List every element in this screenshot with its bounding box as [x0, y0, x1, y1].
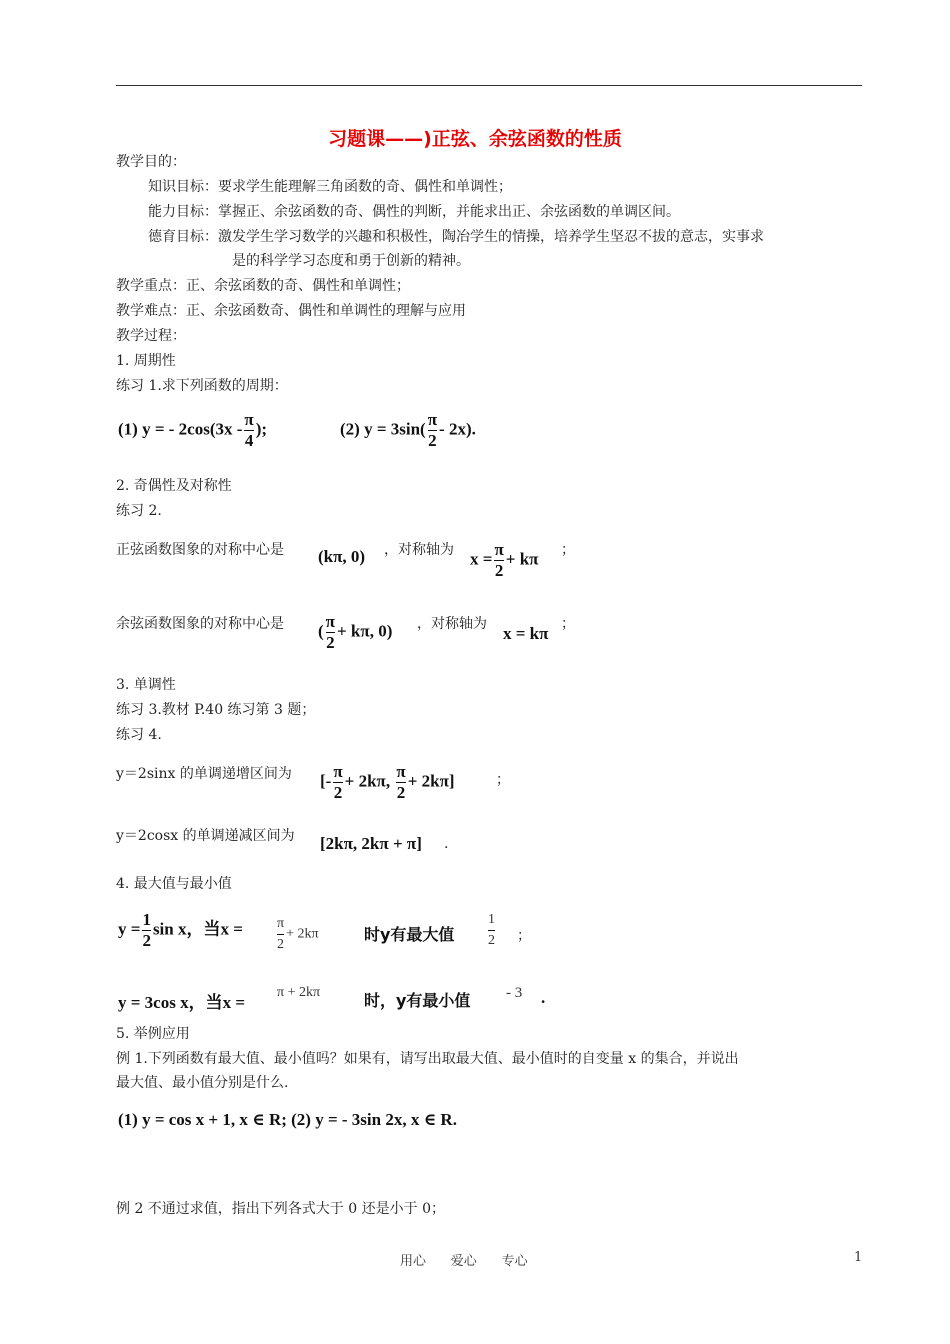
increasing-label: y＝2sinx 的单调递增区间为	[116, 766, 292, 782]
cosine-center-formula: ( $\frac{\pi}{2}$ + kπ, 0)	[318, 612, 393, 652]
exercise-1-formula-b: (2) y = 3sin( $\frac{\pi}{2}$ - 2x).	[340, 410, 476, 450]
example-2: 例 2 不通过求值，指出下列各式大于 0 还是小于 0；	[116, 1201, 445, 1217]
min-formula: y = 3cos x，当x =	[118, 993, 246, 1012]
max-semicolon: ；	[517, 928, 531, 944]
max-at-value: $\frac{\pi}{2}$ + 2kπ	[277, 916, 319, 952]
min-period: .	[541, 988, 546, 1007]
example-1-line1: 例 1.下列函数有最大值、最小值吗？如果有，请写出取最大值、最小值时的自变量 x 的集合，并说出	[116, 1051, 739, 1067]
exercise-4-heading: 练习 4.	[116, 727, 162, 743]
footer-motto: 用心 爱心 专心	[400, 1254, 528, 1269]
sine-center-formula: (kπ, 0)	[318, 547, 366, 566]
moral-objective-line1: 德育目标：激发学生学习数学的兴趣和积极性，陶冶学生的情操，培养学生坚忍不拔的意志，实事求	[148, 229, 764, 245]
section-parity: 2. 奇偶性及对称性	[116, 478, 232, 494]
teaching-difficulty: 教学难点：正、余弦函数奇、偶性和单调性的理解与应用	[116, 303, 466, 319]
sine-semicolon: ；	[561, 542, 575, 558]
teaching-focus: 教学重点：正、余弦函数的奇、偶性和单调性；	[116, 278, 410, 294]
knowledge-objective: 知识目标：要求学生能理解三角函数的奇、偶性和单调性；	[148, 179, 512, 195]
page-title: 习题课——)正弦、余弦函数的性质	[328, 128, 622, 150]
increasing-semicolon: ；	[496, 772, 510, 788]
exercise-3: 练习 3.教材 P.40 练习第 3 题；	[116, 702, 316, 718]
min-at-value: π + 2kπ	[277, 985, 321, 1000]
section-extrema: 4. 最大值与最小值	[116, 876, 232, 892]
page-number: 1	[854, 1250, 863, 1265]
cosine-semicolon: ；	[561, 616, 575, 632]
exercise-2-heading: 练习 2.	[116, 503, 162, 519]
cosine-center-label: 余弦函数图象的对称中心是	[116, 616, 284, 632]
header-rule	[116, 85, 862, 86]
example-1-line2: 最大值、最小值分别是什么.	[116, 1075, 289, 1091]
section-monotonicity: 3. 单调性	[116, 677, 176, 693]
exercise-1-heading: 练习 1.求下列函数的周期：	[116, 378, 288, 394]
min-when-label: 时，y有最小值	[364, 991, 471, 1010]
max-formula: y = $\frac{1}{2}$ sin x，当x =	[118, 910, 243, 950]
example-1-formulas: (1) y = cos x + 1, x ∈ R; (2) y = - 3sin 2x, x ∈ R.	[118, 1110, 457, 1129]
section-periodicity: 1. 周期性	[116, 353, 176, 369]
sine-center-label: 正弦函数图象的对称中心是	[116, 542, 284, 558]
teaching-process: 教学过程：	[116, 328, 186, 344]
sine-axis-label: ，对称轴为	[384, 542, 454, 558]
max-when-label: 时y有最大值	[364, 925, 455, 944]
cosine-axis-label: ，对称轴为	[417, 616, 487, 632]
objectives-heading: 教学目的：	[116, 154, 186, 170]
cosine-axis-formula: x = kπ	[503, 624, 549, 643]
moral-objective-line2: 是的科学学习态度和勇于创新的精神。	[232, 253, 470, 269]
max-value: $\frac{1}{2}$	[488, 912, 495, 948]
sine-axis-formula: x = $\frac{\pi}{2}$ + kπ	[470, 540, 539, 580]
exercise-1-formula-a: (1) y = - 2cos(3x - $\frac{\pi}{4}$ );	[118, 410, 268, 450]
section-examples: 5. 举例应用	[116, 1026, 190, 1042]
min-value: - 3	[506, 985, 523, 1001]
decreasing-period: .	[444, 836, 449, 852]
decreasing-interval: [2kπ, 2kπ + π]	[320, 834, 422, 853]
decreasing-label: y＝2cosx 的单调递减区间为	[116, 828, 295, 844]
increasing-interval: [- $\frac{\pi}{2}$ + 2kπ, $\frac{\pi}{2}$ + 2kπ]	[320, 762, 455, 802]
ability-objective: 能力目标：掌握正、余弦函数的奇、偶性的判断，并能求出正、余弦函数的单调区间。	[148, 204, 680, 220]
